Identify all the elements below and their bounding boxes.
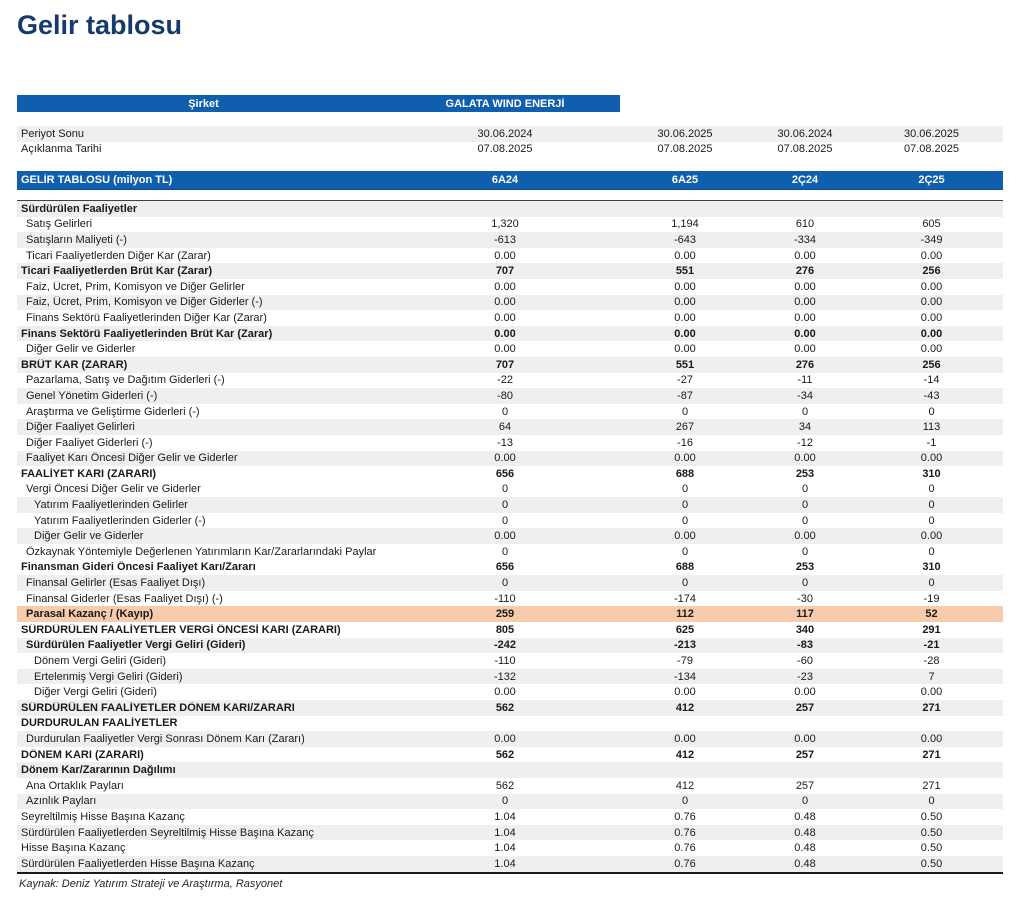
- row-value: 0: [928, 545, 935, 558]
- row-value: -110: [494, 592, 516, 605]
- row-value: 0.00: [920, 296, 943, 309]
- row-value: 562: [495, 701, 515, 714]
- row-value: 291: [922, 623, 941, 636]
- row-value: 0.48: [794, 826, 816, 839]
- table-row: [17, 513, 1003, 529]
- row-label: Azınlık Payları: [26, 795, 97, 808]
- row-label: Ana Ortaklık Payları: [26, 779, 124, 792]
- table-row: [17, 295, 1003, 311]
- row-value: 412: [675, 748, 695, 761]
- row-value: 257: [795, 748, 815, 761]
- table-body: [17, 200, 1003, 874]
- row-value: 0.50: [920, 810, 943, 823]
- row-label: Araştırma ve Geliştirme Giderleri (-): [26, 405, 200, 418]
- row-value: 0.00: [920, 343, 943, 356]
- table-row: [17, 451, 1003, 467]
- row-label: Hisse Başına Kazanç: [21, 842, 126, 855]
- row-label: Finans Sektörü Faaliyetlerinden Diğer Kar (Zarar): [26, 311, 267, 324]
- row-value: -27: [677, 374, 693, 387]
- column-header: 2Ç24: [791, 174, 819, 186]
- row-value: -13: [497, 436, 513, 449]
- row-value: 0: [801, 405, 809, 418]
- row-label: Finans Sektörü Faaliyetlerinden Brüt Kar (Zarar): [21, 327, 273, 340]
- table-row: [17, 560, 1003, 576]
- row-value: 0: [681, 795, 689, 808]
- row-label: Diğer Gelir ve Giderler: [34, 530, 144, 543]
- row-value: 1.04: [494, 842, 516, 855]
- row-label: Vergi Öncesi Diğer Gelir ve Giderler: [26, 483, 201, 496]
- row-value: -14: [923, 374, 940, 387]
- row-label: DÖNEM KARI (ZARARI): [21, 748, 144, 761]
- row-value: 0: [928, 577, 935, 590]
- row-value: 688: [675, 467, 695, 480]
- row-value: 113: [922, 421, 941, 434]
- source-note: Kaynak: Deniz Yatırım Strateji ve Araştırma, Rasyonet: [19, 877, 283, 890]
- row-value: 0: [928, 499, 935, 512]
- row-value: 0.76: [674, 842, 696, 855]
- row-value: -43: [923, 389, 940, 402]
- row-value: 271: [922, 748, 941, 761]
- row-value: 7: [928, 670, 935, 683]
- row-label: Satış Gelirleri: [26, 218, 93, 231]
- row-value: 0.00: [674, 280, 696, 293]
- table-row: [17, 326, 1003, 342]
- table-row: [17, 263, 1003, 279]
- row-value: 610: [795, 218, 815, 231]
- row-value: 0.00: [794, 686, 816, 699]
- row-value: 0: [801, 499, 809, 512]
- row-label: Ticari Faaliyetlerden Diğer Kar (Zarar): [26, 249, 211, 262]
- row-value: 0.00: [794, 296, 816, 309]
- row-label: Dönem Vergi Geliri (Gideri): [34, 655, 167, 668]
- row-value: 0: [801, 577, 809, 590]
- row-value: 256: [922, 265, 941, 278]
- row-label: SÜRDÜRÜLEN FAALİYETLER VERGİ ÖNCESİ KARI (ZARARI): [21, 623, 341, 636]
- info-row: [17, 142, 1003, 158]
- row-label: BRÜT KAR (ZARAR): [21, 358, 128, 371]
- row-value: 0.00: [920, 249, 943, 262]
- row-value: 0.48: [794, 857, 816, 870]
- row-label: Diğer Faaliyet Giderleri (-): [26, 436, 153, 449]
- row-value: 0.48: [794, 842, 816, 855]
- row-value: -83: [797, 639, 813, 652]
- table-row: [17, 466, 1003, 482]
- table-row: [17, 373, 1003, 389]
- row-label: Sürdürülen Faaliyetler: [21, 202, 138, 215]
- row-value: 0: [681, 483, 689, 496]
- row-value: 0: [501, 577, 509, 590]
- row-label: Finansal Gelirler (Esas Faaliyet Dışı): [26, 577, 206, 590]
- table-row: [17, 482, 1003, 498]
- table-row: [17, 762, 1003, 778]
- row-value: 257: [795, 701, 815, 714]
- row-value: 0.76: [674, 826, 696, 839]
- row-value: 112: [676, 608, 694, 621]
- row-label: Sürdürülen Faaliyetlerden Seyreltilmiş Hisse Başına Kazanç: [21, 826, 314, 839]
- row-value: 551: [675, 265, 695, 278]
- row-value: 0: [501, 795, 509, 808]
- row-value: 310: [922, 467, 941, 480]
- row-value: 0: [681, 577, 689, 590]
- row-value: 0.00: [794, 530, 816, 543]
- row-value: 412: [675, 701, 695, 714]
- row-value: -19: [923, 592, 940, 605]
- row-value: 52: [925, 608, 938, 621]
- row-value: 0.00: [494, 530, 516, 543]
- table-row: [17, 497, 1003, 513]
- table-row: [17, 404, 1003, 420]
- row-label: Pazarlama, Satış ve Dağıtım Giderleri (-): [26, 374, 225, 387]
- row-value: 257: [795, 779, 815, 792]
- row-value: -28: [923, 655, 940, 668]
- row-value: -349: [920, 233, 943, 246]
- company-header-label: Şirket: [188, 97, 219, 110]
- row-label: Faiz, Ücret, Prim, Komisyon ve Diğer Gelirler: [26, 280, 245, 293]
- row-value: 07.08.2025: [777, 143, 833, 156]
- info-row: [17, 126, 1003, 142]
- row-value: -80: [497, 389, 513, 402]
- row-label: Yatırım Faaliyetlerinden Giderler (-): [34, 514, 206, 527]
- table-header-bar: [17, 171, 1003, 190]
- table-row: [17, 341, 1003, 357]
- table-row: [17, 778, 1003, 794]
- income-statement-table: [17, 95, 1003, 890]
- table-row: [17, 622, 1003, 638]
- row-value: 1,194: [671, 218, 699, 231]
- row-value: 0.50: [920, 842, 943, 855]
- row-value: 0.00: [494, 343, 516, 356]
- row-value: -242: [493, 639, 517, 652]
- row-value: 0.00: [920, 327, 943, 340]
- row-label: Ticari Faaliyetlerden Brüt Kar (Zarar): [21, 265, 213, 278]
- row-label: Diğer Gelir ve Giderler: [26, 343, 136, 356]
- row-value: 0.00: [674, 296, 696, 309]
- row-value: 562: [495, 779, 515, 792]
- table-row: [17, 310, 1003, 326]
- row-label: Finansal Giderler (Esas Faaliyet Dışı) (-): [26, 592, 223, 605]
- row-value: -134: [673, 670, 697, 683]
- row-value: 0.00: [494, 327, 516, 340]
- table-row: [17, 279, 1003, 295]
- company-header-bar: [17, 95, 620, 112]
- row-value: 688: [675, 561, 695, 574]
- row-value: 0: [501, 499, 509, 512]
- table-row: [17, 544, 1003, 560]
- row-value: 0.00: [794, 327, 816, 340]
- row-label: Periyot Sonu: [21, 127, 84, 140]
- row-value: 0.00: [794, 732, 816, 745]
- table-row: [17, 716, 1003, 732]
- row-label: Sürdürülen Faaliyetlerden Hisse Başına Kazanç: [21, 857, 255, 870]
- table-row: [17, 575, 1003, 591]
- row-label: Özkaynak Yöntemiyle Değerlenen Yatırımların Kar/Zararlarındaki Paylar: [26, 545, 377, 558]
- row-value: 0.50: [920, 826, 943, 839]
- row-value: 30.06.2024: [477, 127, 533, 140]
- row-value: -613: [493, 233, 517, 246]
- row-value: 656: [495, 467, 515, 480]
- table-row: [17, 201, 1003, 217]
- row-value: 805: [495, 623, 515, 636]
- column-header: 6A25: [671, 174, 699, 186]
- row-label: Dönem Kar/Zararının Dağılımı: [21, 764, 176, 777]
- row-value: 30.06.2024: [777, 127, 833, 140]
- row-value: 0: [928, 514, 935, 527]
- table-row: [17, 528, 1003, 544]
- row-value: -23: [797, 670, 813, 683]
- row-value: 0.00: [674, 686, 696, 699]
- row-value: 0: [501, 545, 509, 558]
- row-value: 0: [681, 405, 689, 418]
- table-row: [17, 825, 1003, 841]
- row-value: 276: [795, 265, 815, 278]
- row-value: 267: [675, 421, 695, 434]
- table-row: [17, 856, 1003, 872]
- row-value: 340: [795, 623, 815, 636]
- table-row: [17, 248, 1003, 264]
- table-row: [17, 809, 1003, 825]
- row-value: 0.00: [794, 280, 816, 293]
- table-row: [17, 419, 1003, 435]
- row-value: 625: [675, 623, 695, 636]
- table-row: [17, 388, 1003, 404]
- row-value: 0.00: [794, 311, 816, 324]
- table-row: [17, 606, 1003, 622]
- row-value: 253: [795, 561, 815, 574]
- row-value: 0: [928, 483, 935, 496]
- row-value: 30.06.2025: [903, 127, 960, 140]
- row-label: Ertelenmiş Vergi Geliri (Gideri): [34, 670, 183, 683]
- row-value: 656: [495, 561, 515, 574]
- row-value: 0: [801, 514, 809, 527]
- row-value: 1.04: [494, 826, 516, 839]
- row-value: 0.00: [494, 732, 516, 745]
- row-label: Açıklanma Tarihi: [21, 143, 102, 156]
- row-value: 0: [681, 545, 689, 558]
- row-value: -16: [677, 436, 693, 449]
- row-value: 0.00: [494, 686, 516, 699]
- row-value: -334: [793, 233, 817, 246]
- row-value: 0.00: [794, 452, 816, 465]
- row-value: 0: [501, 514, 509, 527]
- row-value: 0.00: [794, 249, 816, 262]
- row-value: 0.00: [674, 343, 696, 356]
- row-value: -213: [673, 639, 697, 652]
- table-row: [17, 653, 1003, 669]
- row-value: 0.00: [494, 311, 516, 324]
- row-value: 0.00: [674, 311, 696, 324]
- row-value: 0: [801, 483, 809, 496]
- row-label: Finansman Gideri Öncesi Faaliyet Karı/Zararı: [21, 561, 256, 574]
- table-row: [17, 591, 1003, 607]
- row-value: 64: [498, 421, 512, 434]
- row-value: -643: [673, 233, 697, 246]
- row-value: 259: [495, 608, 515, 621]
- row-value: 1.04: [494, 810, 516, 823]
- table-row: [17, 232, 1003, 248]
- row-label: Seyreltilmiş Hisse Başına Kazanç: [21, 810, 185, 823]
- row-value: -34: [797, 389, 813, 402]
- row-value: -110: [494, 655, 516, 668]
- row-label: Diğer Vergi Geliri (Gideri): [34, 686, 157, 699]
- row-label: Durdurulan Faaliyetler Vergi Sonrası Dönem Karı (Zararı): [26, 732, 305, 745]
- row-value: 0: [801, 795, 809, 808]
- row-value: 0.00: [920, 732, 943, 745]
- row-value: 0: [501, 405, 509, 418]
- row-label: FAALİYET KARI (ZARARI): [21, 467, 157, 480]
- table-row: [17, 747, 1003, 763]
- row-value: 0.00: [674, 249, 696, 262]
- row-value: 0.00: [494, 452, 516, 465]
- row-value: 117: [796, 608, 814, 621]
- row-value: 0: [501, 483, 509, 496]
- row-value: 0.00: [920, 311, 943, 324]
- row-label: Faiz, Ücret, Prim, Komisyon ve Diğer Giderler (-): [26, 296, 263, 309]
- row-value: 707: [495, 265, 515, 278]
- row-value: 0: [801, 545, 809, 558]
- table-row: [17, 794, 1003, 810]
- row-value: 276: [795, 358, 815, 371]
- row-label: Diğer Faaliyet Gelirleri: [26, 421, 135, 434]
- row-label: SÜRDÜRÜLEN FAALİYETLER DÖNEM KARI/ZARARI: [21, 701, 295, 714]
- row-value: 551: [675, 358, 695, 371]
- row-value: -87: [677, 389, 693, 402]
- row-value: 0: [928, 405, 935, 418]
- row-value: 0.76: [674, 810, 696, 823]
- row-value: 34: [798, 421, 812, 434]
- row-value: 1,320: [491, 218, 519, 231]
- table-row: [17, 435, 1003, 451]
- row-label: Faaliyet Karı Öncesi Diğer Gelir ve Giderler: [26, 452, 238, 465]
- row-value: 0: [681, 499, 689, 512]
- row-value: 1.04: [494, 857, 516, 870]
- row-value: 0.00: [674, 732, 696, 745]
- row-label: DURDURULAN FAALİYETLER: [21, 717, 178, 730]
- row-value: 256: [922, 358, 941, 371]
- row-value: 0.00: [920, 280, 943, 293]
- column-header: 2Ç25: [918, 174, 945, 186]
- row-value: 271: [922, 701, 941, 714]
- row-label: Genel Yönetim Giderleri (-): [26, 389, 158, 402]
- row-value: 07.08.2025: [477, 143, 533, 156]
- row-value: 0.48: [794, 810, 816, 823]
- company-name: GALATA WIND ENERJİ: [445, 97, 565, 110]
- row-value: 562: [495, 748, 515, 761]
- page: [0, 8, 1024, 890]
- row-value: 253: [795, 467, 815, 480]
- page-title: Gelir tablosu: [17, 10, 183, 40]
- row-value: -12: [797, 436, 813, 449]
- row-value: -132: [493, 670, 517, 683]
- row-value: -174: [673, 592, 697, 605]
- table-row: [17, 840, 1003, 856]
- row-value: 0.00: [674, 530, 696, 543]
- row-value: 412: [675, 779, 695, 792]
- row-value: -21: [923, 639, 940, 652]
- table-row: [17, 684, 1003, 700]
- column-header: 6A24: [491, 174, 519, 186]
- table-row: [17, 638, 1003, 654]
- table-row: [17, 357, 1003, 373]
- row-value: -22: [497, 374, 513, 387]
- row-label: Parasal Kazanç / (Kayıp): [26, 608, 154, 621]
- row-value: 0.00: [674, 327, 696, 340]
- row-value: 707: [495, 358, 515, 371]
- row-value: -11: [797, 374, 813, 387]
- row-value: 0.50: [920, 857, 943, 870]
- row-value: 0.00: [674, 452, 696, 465]
- row-value: 0.76: [674, 857, 696, 870]
- row-label: Satışların Maliyeti (-): [26, 233, 127, 246]
- row-value: 0.00: [494, 280, 516, 293]
- info-rows: [17, 126, 1003, 157]
- row-value: 0.00: [494, 296, 516, 309]
- row-label: Yatırım Faaliyetlerinden Gelirler: [34, 499, 188, 512]
- row-value: -30: [797, 592, 813, 605]
- table-row: [17, 669, 1003, 685]
- row-value: 0.00: [920, 452, 943, 465]
- table-row: [17, 731, 1003, 747]
- row-value: 30.06.2025: [657, 127, 713, 140]
- row-value: -1: [926, 436, 937, 449]
- row-value: 07.08.2025: [657, 143, 713, 156]
- table-header-label: GELİR TABLOSU (milyon TL): [21, 174, 173, 186]
- row-value: 0.00: [920, 530, 943, 543]
- row-value: 310: [922, 561, 941, 574]
- row-value: 0.00: [920, 686, 943, 699]
- row-value: 0: [681, 514, 689, 527]
- row-value: 0.00: [494, 249, 516, 262]
- row-value: -60: [797, 655, 813, 668]
- table-row: [17, 217, 1003, 233]
- row-value: 271: [922, 779, 941, 792]
- row-value: 605: [922, 218, 941, 231]
- row-value: 0.00: [794, 343, 816, 356]
- table-row: [17, 700, 1003, 716]
- row-value: 0: [928, 795, 935, 808]
- row-value: 07.08.2025: [903, 143, 960, 156]
- row-value: -79: [677, 655, 693, 668]
- row-label: Sürdürülen Faaliyetler Vergi Geliri (Gideri): [26, 639, 246, 652]
